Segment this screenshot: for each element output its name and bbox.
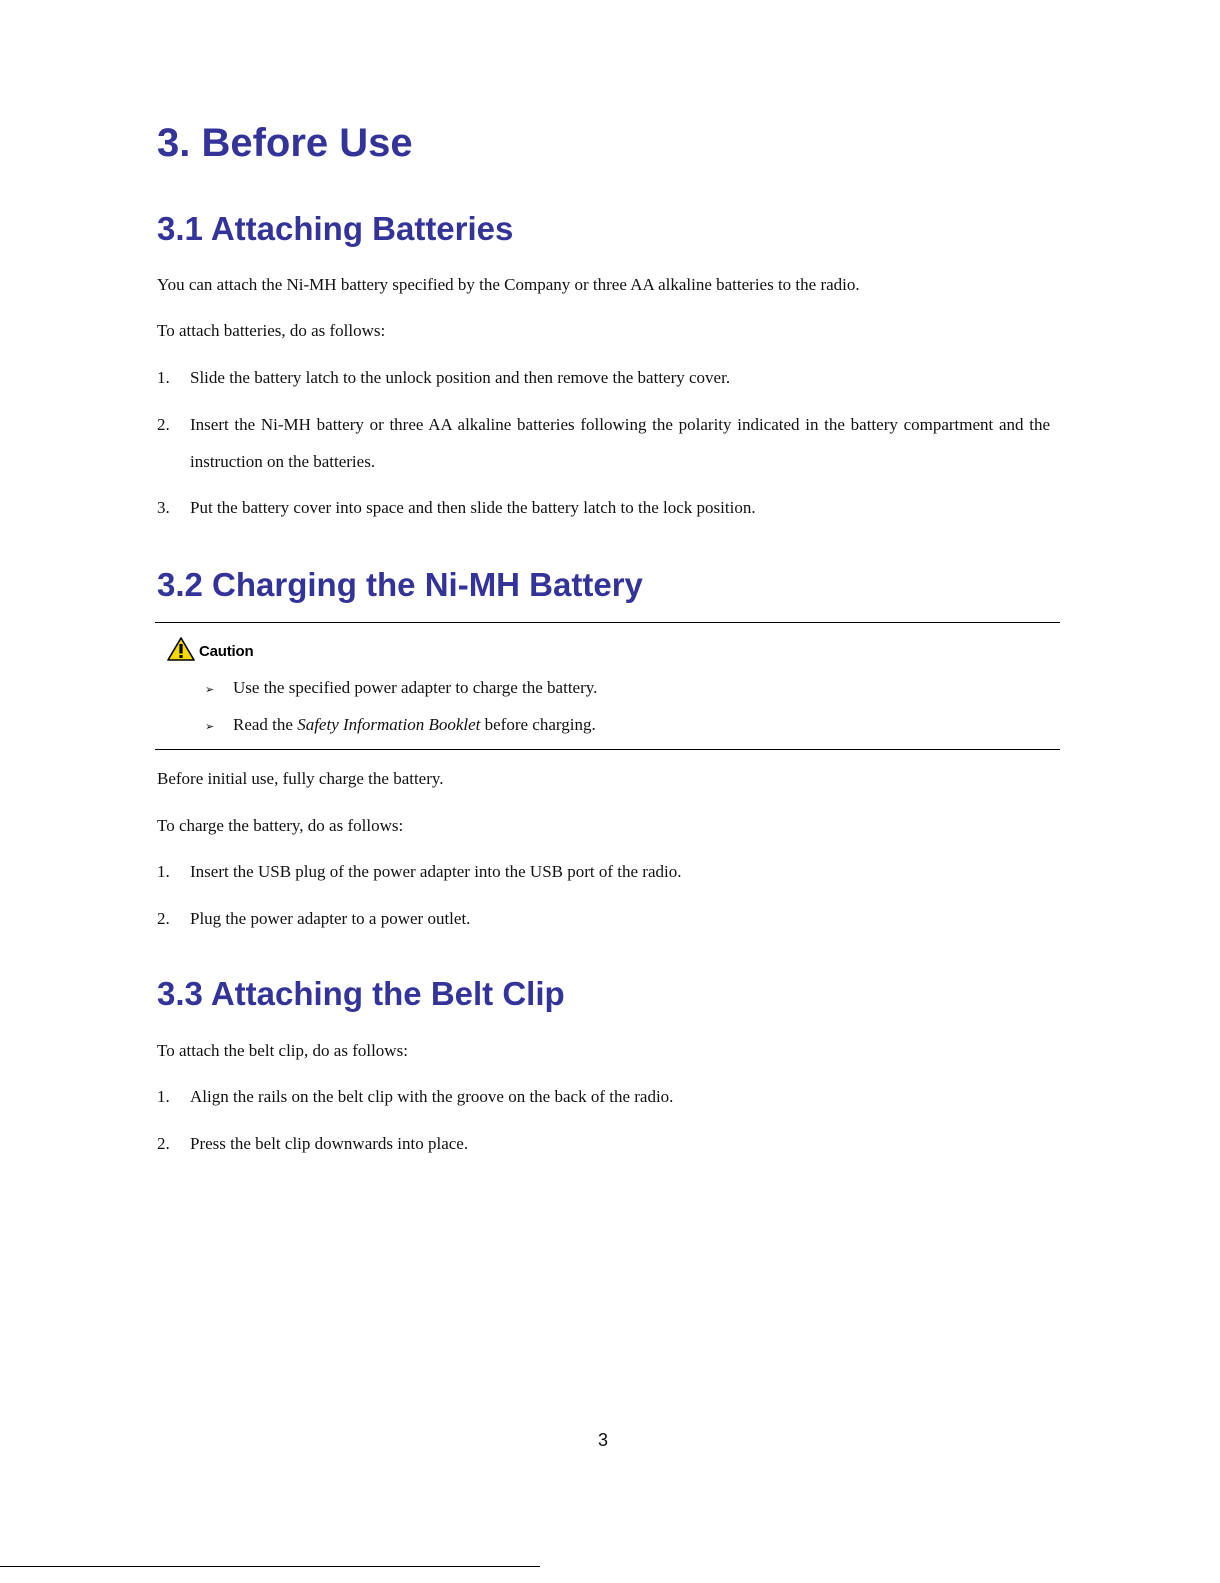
list-number: 2. [157, 415, 170, 434]
caution-bullet [205, 677, 597, 701]
paragraph-lead-3-3: To attach the belt clip, do as follows: [157, 1041, 408, 1060]
list-text: Slide the battery latch to the unlock position and then remove the battery cover. [190, 368, 731, 387]
list-item [157, 406, 1050, 480]
paragraph-lead-3-1: To attach batteries, do as follows: [157, 321, 386, 340]
list-item [157, 359, 1050, 396]
list-number: 3. [157, 498, 170, 517]
caution-box [155, 622, 1060, 750]
caution-bullet-text: Use the specified power adapter to charge the battery. [233, 678, 598, 697]
list-text: Plug the power adapter to a power outlet. [190, 909, 471, 928]
list-item [157, 1078, 1050, 1115]
list-number: 2. [157, 1134, 170, 1153]
booklet-title: Safety Information Booklet [297, 715, 481, 734]
arrow-bullet-icon: ➢ [205, 683, 215, 696]
paragraph-lead-3-2: To charge the battery, do as follows: [157, 816, 404, 835]
list-text: Put the battery cover into space and then slide the battery latch to the lock position. [190, 498, 756, 517]
caution-bullet-text-suffix: before charging. [480, 715, 596, 734]
page-number: 3 [598, 1430, 609, 1450]
footer-rule [0, 1566, 540, 1567]
list-number: 2. [157, 909, 170, 928]
arrow-bullet-icon: ➢ [205, 720, 215, 733]
caution-label: Caution [199, 643, 254, 660]
list-number: 1. [157, 862, 170, 881]
list-text: Insert the Ni-MH battery or three AA alkaline batteries following the polarity indicated in the battery compartment and the instruction on the batteries. [190, 415, 1050, 471]
section-heading-3-1: 3.1 Attaching Batteries [157, 210, 514, 247]
list-number: 1. [157, 1087, 170, 1106]
section-heading-3-3: 3.3 Attaching the Belt Clip [157, 975, 565, 1012]
paragraph-intro-3-2: Before initial use, fully charge the battery. [157, 769, 444, 788]
list-text: Align the rails on the belt clip with the groove on the back of the radio. [190, 1087, 674, 1106]
caution-bullet-text-prefix: Read the [233, 715, 298, 734]
caution-bullet [205, 714, 596, 738]
list-item [157, 853, 1050, 890]
paragraph-intro-3-1: You can attach the Ni-MH battery specified by the Company or three AA alkaline batteries to the radio. [157, 275, 860, 294]
warning-triangle-icon [167, 637, 195, 666]
list-item [157, 900, 1050, 937]
section-heading-3-2: 3.2 Charging the Ni-MH Battery [157, 566, 643, 603]
list-text: Insert the USB plug of the power adapter into the USB port of the radio. [190, 862, 682, 881]
caution-header [167, 637, 253, 666]
list-item [157, 489, 1050, 526]
list-text: Press the belt clip downwards into place. [190, 1134, 469, 1153]
chapter-heading: 3. Before Use [157, 121, 413, 165]
list-item [157, 1125, 1050, 1162]
list-number: 1. [157, 368, 170, 387]
